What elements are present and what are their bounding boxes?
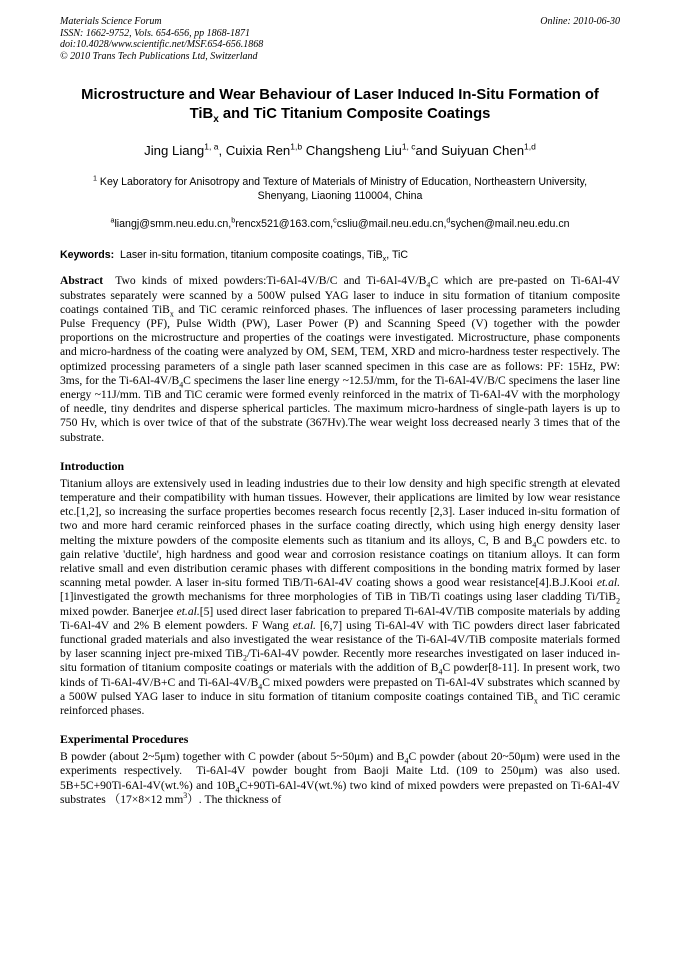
experimental-paragraph: B powder (about 2~5μm) together with C powder (about 5~50μm) and $B_4C$ powder (about 20~50μm) were used in the experiments respectively. Ti-6Al-4V powder bought from Baoji Maite Ltd. (109 to 250μm) was also used. 5B+5C+90Ti-6Al-4V(wt.%) and $10B_4C+90Ti-6Al-4V(wt.\%)$ two kind of mixed powders were prepasted on Ti-6Al-4V substrates （17×8×12 $mm^3$）. The thickness of <box>60 750 620 806</box>
introduction-paragraph: Titanium alloys are extensively used in leading industries due to their low density and high specific strength at elevated temperature and their compatibility with human tissues. However, their applications are limited by low wear resistance etc.[1,2], so increasing the surface properties becomes research focus recently [2,3]. Laser induced in-situ formation of two and more hard ceramic reinforced phases in the surface coating directly, which using high energy density laser melting the mixture powders of the composite elements such as titanium and its alloys, C, B and $B_4C$ powders etc. to gain relative 'ductile', high hardness and good wear and corrosion resistance coatings on titanium alloys. It can form relative small and even distribution ceramic phases with different compositions in the bonding matrix formed by laser scanning metal powder. A laser in-situ formed TiB/Ti-6Al-4V coating shows a good wear resistance[4].B.J.Kooi et.al. [1]investigated the growth mechanisms for three morphologies of TiB in TiB/Ti coatings using laser cladding Ti/TiB$_2$ mixed powder. Banerjee et.al.[5] used direct laser fabrication to prepared Ti-6Al-4V/TiB composite materials by adding Ti-6Al-4V and 2% B element powders. F Wang et.al. [6,7] using Ti-6Al-4V with TiC powders direct laser fabricated functional graded materials and also investigated the wear resistance of the Ti-6Al-4V/TiB composite materials formed by laser scanning inject pre-mixed TiB$_2$/Ti-6Al-4V powder. Recently more researches investigated on laser induced in-situ formation of titanium composite coatings or materials with the addition of $B_4C$ powder[8-11]. In present work, two kinds of Ti-6Al-4V/B+C and $Ti-6Al-4V/B_4C$ mixed powders were prepasted on Ti-6Al-4V substrates which scanned by a 500W pulsed YAG laser to induce in situ formation of titanium composite coatings contained TiB$_x$ and TiC ceramic reinforced phases. <box>60 476 621 718</box>
journal-header <box>60 16 620 62</box>
affiliation: $^1$ Key Laboratory for Anisotropy and Texture of Materials of Ministry of Education, Northeastern University, Shenyang, Liaoning 110004, China <box>92 173 588 203</box>
abstract-paragraph: Abstract Two kinds of mixed powders:Ti-6Al-4V/B/C and $Ti-6Al-4V/B_4C$ which are pre-pasted on Ti-6Al-4V substrates separately were scanned by a 500W pulsed YAG laser to induce in situ formation of titanium composite coatings contained TiB$_x$ and TiC ceramic reinforced phases. The influences of laser processing parameters including Pulse Frequency (PF), Pulse Width (PW), Laser Power (P) and Scanning Speed (V) together with the powder proportions on the microstructure and properties of the coatings were investigated. Microstructure, phase components and micro-hardness of the coating were analyzed by OM, SEM, TEM, XRD and micro-hardness tester respectively. The optimized processing parameters of a single path laser scanned specimen in this case are as follows: PF: 15Hz, PW: 3ms, for the $Ti-6Al-4V/B_4C$ specimens the laser line energy ~12.5J/mm, for the Ti-6Al-4V/B/C specimens the laser line energy ~11J/mm. TiB and TiC ceramic were formed evenly reinforced in the matrix of Ti-6Al-4V with the morphology of needle, tiny dendrites and disperse spherical particles. The maximum micro-hardness of single-path layers is up to 750 Hv, which is over twice of that of the substrate (367Hv).The wear weight loss decreased nearly 3 times that of the substrate. <box>60 274 621 444</box>
author-emails: $^a$liangj@smm.neu.edu.cn,$^b$rencx521@163.com,$^c$csliu@mail.neu.edu.cn,$^d$sychen@mail.neu.edu.cn <box>110 215 570 231</box>
copyright-line: © 2010 Trans Tech Publications Ltd, Switzerland <box>60 50 258 62</box>
section-heading-experimental: Experimental Procedures <box>60 732 189 747</box>
online-date: Online: 2010-06-30 <box>540 16 620 27</box>
authors-line: Jing Liang$^{1, a}$, Cuixia Ren$^{1,b}$ Changsheng Liu$^{1, c}$and Suiyuan Chen$^{1,d}$ <box>144 141 536 159</box>
section-heading-introduction: Introduction <box>60 458 125 473</box>
paper-title: Microstructure and Wear Behaviour of Laser Induced In-Situ Formation of TiB$_x$ and TiC Titanium Composite Coatings <box>81 87 599 126</box>
doi-line: doi:10.4028/www.scientific.net/MSF.654-656.1868 <box>60 39 264 51</box>
journal-name: Materials Science Forum <box>60 16 162 27</box>
issn-line: ISSN: 1662-9752, Vols. 654-656, pp 1868-1871 <box>60 27 250 39</box>
journal-header-left <box>60 16 263 62</box>
keywords-line: Keywords: Laser in-situ formation, titanium composite coatings, TiB$_x$, TiC <box>60 249 409 264</box>
